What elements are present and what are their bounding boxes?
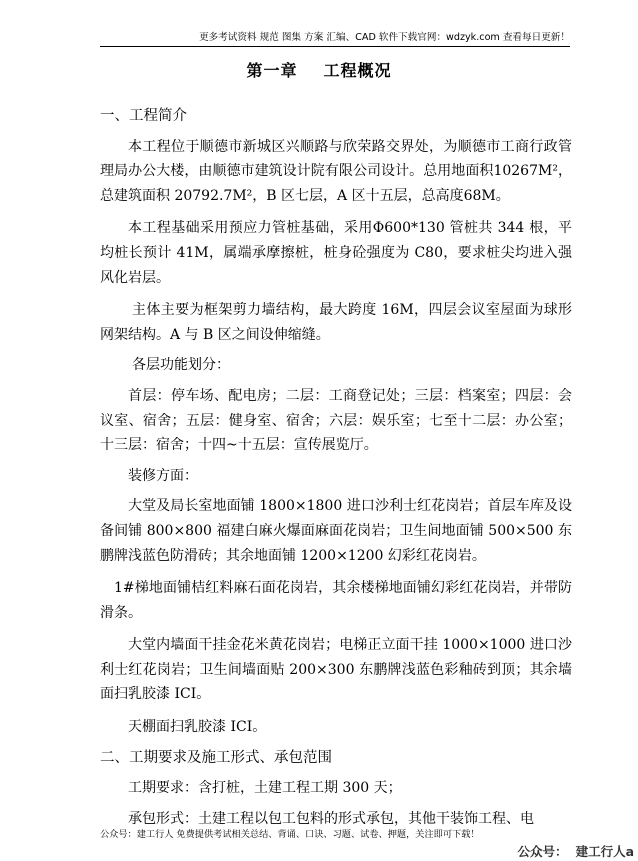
- page-header: [100, 30, 570, 47]
- chapter-name: 工程概况: [323, 61, 392, 80]
- section-heading: 一、工程简介: [100, 108, 187, 124]
- document-body: [100, 104, 572, 831]
- paragraph: 承包形式：土建工程以包工包料的形式承包，其他干装饰工程、电: [128, 810, 534, 827]
- watermark-name: 建工行人a: [575, 844, 634, 859]
- paragraph: 本工程位于顺德市新城区兴顺路与欣荣路交界处，为顺德市工商行政管理局办公大楼，由顺德市建筑设计院有限公司设计。总用地面积10267M²，总建筑面积 20792.7M²，B 区七层，A 区十五层，总高度68M。: [100, 138, 572, 204]
- paragraph: 大堂内墙面干挂金花米黄花岗岩；电梯正立面干挂 1000×1000 进口沙利士红花岗岩；卫生间墙面贴 200×300 东鹏牌浅蓝色彩釉砖到顶；其余墙面扫乳胶漆 ICI。: [100, 637, 572, 703]
- page-title: [0, 58, 638, 81]
- paragraph: 工期要求：含打桩，土建工程工期 300 天；: [128, 780, 402, 797]
- paragraph: 装修方面：: [128, 467, 198, 484]
- watermark-label: 公众号：: [517, 844, 568, 859]
- footer-text: 公众号：建工行人 免费提供考试相关总结、背诵、口诀、习题、试卷、押题，关注即可下载！: [100, 829, 480, 840]
- paragraph: 1#梯地面铺桔红料麻石面花岗岩，其余楼梯地面铺幻彩红花岗岩，并带防滑条。: [100, 580, 572, 621]
- chapter-number: 第一章: [246, 61, 298, 80]
- section-heading: 二、工期要求及施工形式、承包范围: [100, 749, 332, 766]
- paragraph: 主体主要为框架剪力墙结构，最大跨度 16M，四层会议室屋面为球形网架结构。A 与 B 区之间设伸缩缝。: [100, 302, 572, 343]
- header-text: 更多考试资料 规范 图集 方案 汇编、CAD 软件下载官网：wdzyk.com 查看每日更新！: [199, 32, 570, 43]
- paragraph: 首层：停车场、配电房；二层：工商登记处；三层：档案室；四层：会议室、宿舍；五层：健身室、宿舍；六层：娱乐室；七至十二层：办公室；十三层：宿舍；十四~十五层：宣传展览厅。: [100, 387, 572, 454]
- paragraph: 本工程基础采用预应力管桩基础，采用Φ600*130 管桩共 344 根，平均桩长预计 41M，属端承摩擦桩，桩身砼强度为 C80，要求桩尖均进入强风化岩层。: [100, 220, 572, 286]
- page-footer: [100, 826, 480, 840]
- watermark: [518, 842, 634, 860]
- paragraph: 天棚面扫乳胶漆 ICI。: [128, 719, 267, 736]
- paragraph: 各层功能划分：: [132, 357, 230, 374]
- paragraph: 大堂及局长室地面铺 1800×1800 进口沙利士红花岗岩；首层车库及设备间铺 800×800 福建白麻火爆面麻面花岗岩；卫生间地面铺 500×500 东鹏牌浅蓝色防滑砖；其余地面铺 1200×1200 幻彩红花岗岩。: [100, 498, 572, 564]
